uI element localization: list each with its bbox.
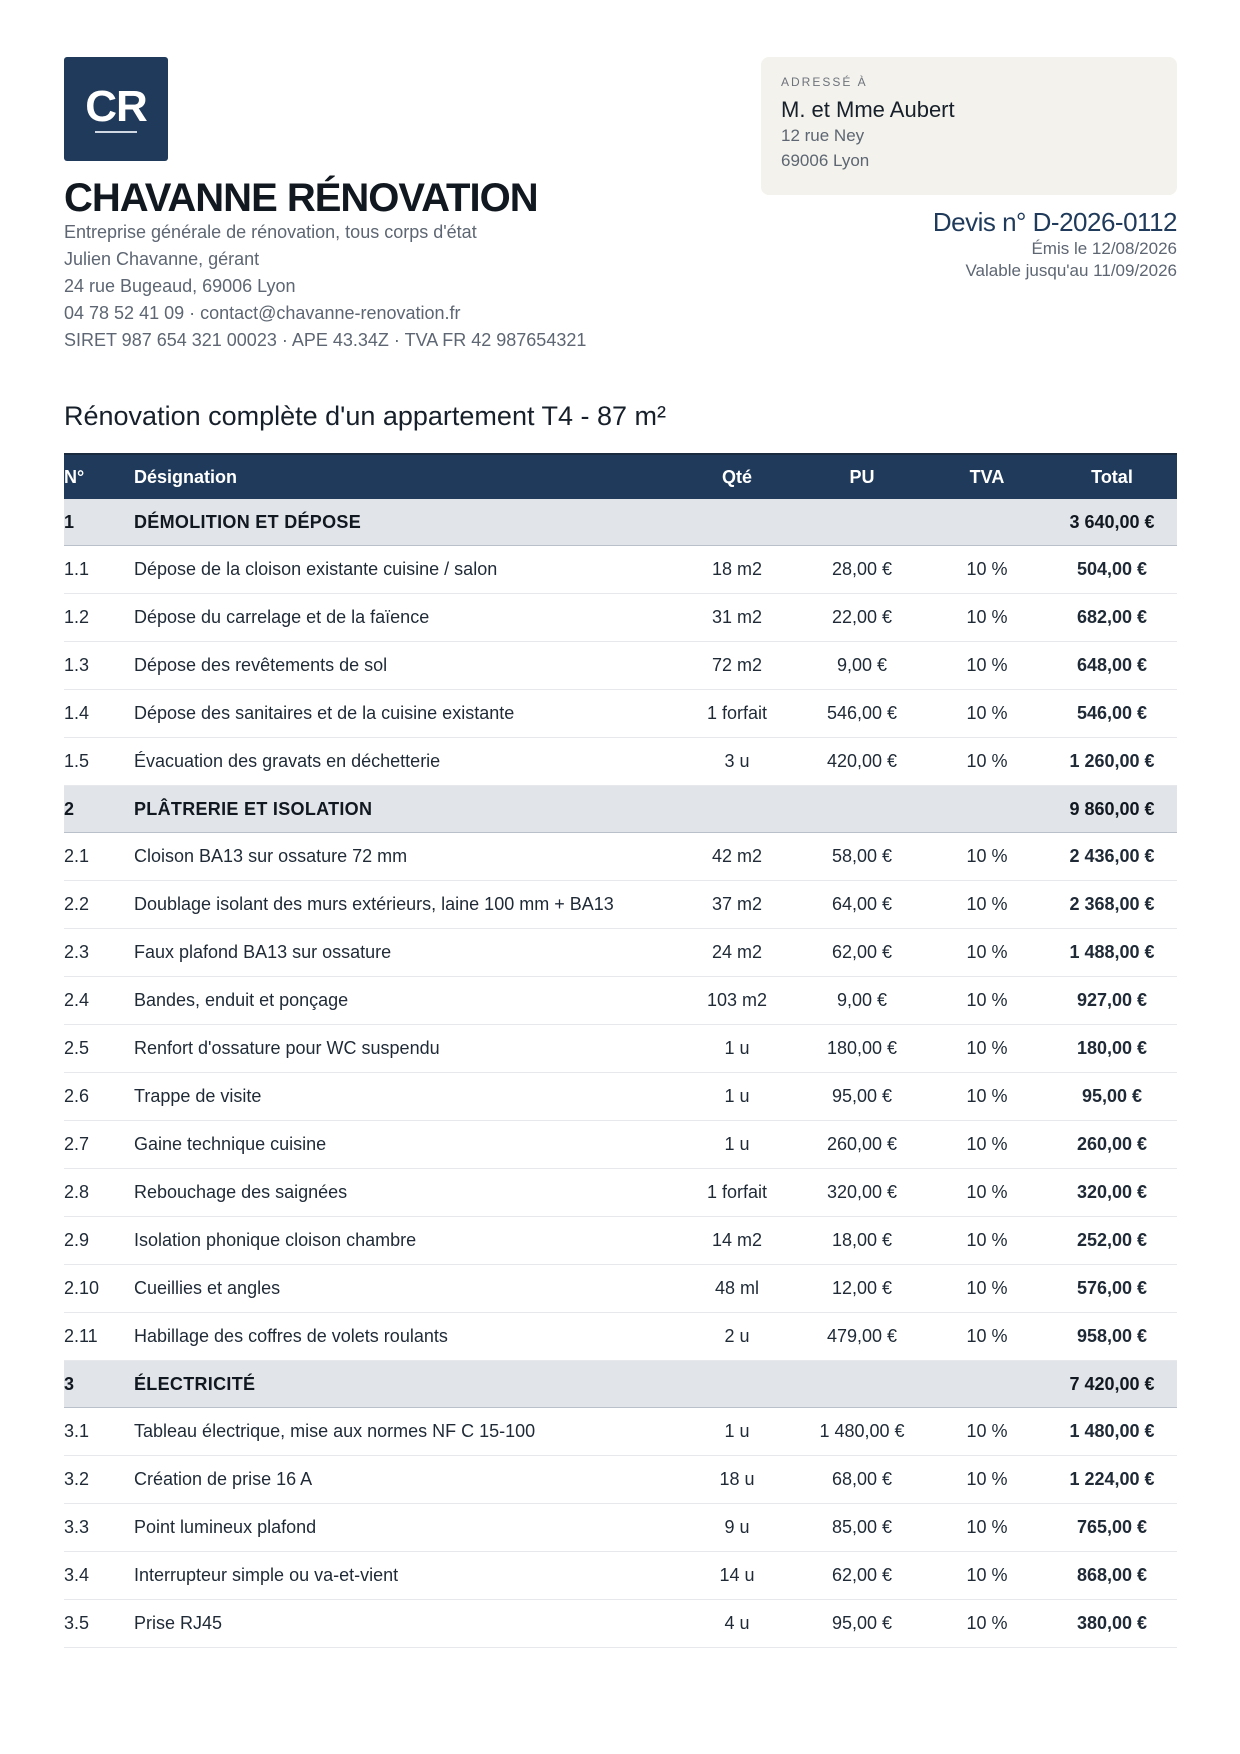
item-designation: Prise RJ45: [134, 1600, 677, 1648]
header-qty: Qté: [677, 454, 797, 499]
table-row: [64, 1265, 1177, 1313]
item-total: 1 260,00 €: [1047, 738, 1177, 786]
company-logo: [64, 57, 168, 161]
item-unit-price: 479,00 €: [797, 1313, 927, 1361]
logo-initials: CR: [85, 82, 147, 131]
table-row: [64, 1169, 1177, 1217]
item-unit-price: 180,00 €: [797, 1025, 927, 1073]
item-vat-rate: 10 %: [927, 1504, 1047, 1552]
item-vat-rate: 10 %: [927, 1456, 1047, 1504]
table-row: [64, 1073, 1177, 1121]
item-number: 3.5: [64, 1600, 134, 1648]
company-details: [64, 219, 586, 354]
table-row: [64, 738, 1177, 786]
table-row: [64, 1217, 1177, 1265]
section-title: DÉMOLITION ET DÉPOSE: [134, 499, 677, 546]
item-vat-rate: 10 %: [927, 1073, 1047, 1121]
section-row: [64, 1361, 1177, 1408]
item-number: 2.2: [64, 881, 134, 929]
item-total: 2 436,00 €: [1047, 833, 1177, 881]
item-quantity: 1 u: [677, 1408, 797, 1456]
item-total: 380,00 €: [1047, 1600, 1177, 1648]
item-number: 3.4: [64, 1552, 134, 1600]
recipient-city: 69006 Lyon: [781, 151, 870, 170]
item-quantity: 14 m2: [677, 1217, 797, 1265]
table-row: [64, 1025, 1177, 1073]
item-designation: Création de prise 16 A: [134, 1456, 677, 1504]
quote-issued-date: Émis le 12/08/2026: [1031, 239, 1177, 258]
company-manager: Julien Chavanne, gérant: [64, 249, 260, 269]
item-unit-price: 420,00 €: [797, 738, 927, 786]
item-number: 1.1: [64, 546, 134, 594]
item-vat-rate: 10 %: [927, 881, 1047, 929]
item-quantity: 9 u: [677, 1504, 797, 1552]
item-unit-price: 95,00 €: [797, 1600, 927, 1648]
item-quantity: 37 m2: [677, 881, 797, 929]
header-pu: PU: [797, 454, 927, 499]
section-total: 3 640,00 €: [1047, 499, 1177, 546]
item-designation: Évacuation des gravats en déchetterie: [134, 738, 677, 786]
section-empty-cell: [797, 499, 927, 546]
header-no: N°: [64, 454, 134, 499]
item-unit-price: 320,00 €: [797, 1169, 927, 1217]
company-address: 24 rue Bugeaud, 69006 Lyon: [64, 276, 296, 296]
table-row: [64, 1456, 1177, 1504]
quote-number: Devis n° D-2026-0112: [932, 207, 1177, 237]
item-quantity: 103 m2: [677, 977, 797, 1025]
section-empty-cell: [677, 1361, 797, 1408]
item-number: 2.6: [64, 1073, 134, 1121]
item-designation: Renfort d'ossature pour WC suspendu: [134, 1025, 677, 1073]
item-vat-rate: 10 %: [927, 1265, 1047, 1313]
section-number: 2: [64, 786, 134, 833]
table-row: [64, 594, 1177, 642]
item-number: 1.2: [64, 594, 134, 642]
item-total: 648,00 €: [1047, 642, 1177, 690]
section-row: [64, 786, 1177, 833]
item-quantity: 1 forfait: [677, 1169, 797, 1217]
item-number: 2.3: [64, 929, 134, 977]
table-row: [64, 1504, 1177, 1552]
item-vat-rate: 10 %: [927, 977, 1047, 1025]
item-quantity: 31 m2: [677, 594, 797, 642]
item-unit-price: 68,00 €: [797, 1456, 927, 1504]
item-total: 1 480,00 €: [1047, 1408, 1177, 1456]
item-total: 927,00 €: [1047, 977, 1177, 1025]
item-quantity: 3 u: [677, 738, 797, 786]
item-total: 320,00 €: [1047, 1169, 1177, 1217]
header-tva: TVA: [927, 454, 1047, 499]
section-number: 3: [64, 1361, 134, 1408]
table-row: [64, 1600, 1177, 1648]
company-contact: 04 78 52 41 09 · contact@chavanne-renovation.fr: [64, 303, 461, 323]
section-empty-cell: [797, 1361, 927, 1408]
item-unit-price: 22,00 €: [797, 594, 927, 642]
item-quantity: 18 m2: [677, 546, 797, 594]
table-row: [64, 1121, 1177, 1169]
item-designation: Habillage des coffres de volets roulants: [134, 1313, 677, 1361]
item-number: 3.3: [64, 1504, 134, 1552]
company-name: CHAVANNE RÉNOVATION: [64, 176, 538, 220]
item-vat-rate: 10 %: [927, 1169, 1047, 1217]
item-unit-price: 58,00 €: [797, 833, 927, 881]
item-designation: Dépose des sanitaires et de la cuisine existante: [134, 690, 677, 738]
section-empty-cell: [797, 786, 927, 833]
item-designation: Dépose des revêtements de sol: [134, 642, 677, 690]
item-total: 576,00 €: [1047, 1265, 1177, 1313]
item-unit-price: 28,00 €: [797, 546, 927, 594]
table-row: [64, 929, 1177, 977]
company-legal: SIRET 987 654 321 00023 · APE 43.34Z · TVA FR 42 987654321: [64, 330, 587, 350]
company-tagline: Entreprise générale de rénovation, tous corps d'état: [64, 222, 477, 242]
item-designation: Doublage isolant des murs extérieurs, laine 100 mm + BA13: [134, 881, 677, 929]
item-number: 2.11: [64, 1313, 134, 1361]
table-row: [64, 546, 1177, 594]
item-total: 682,00 €: [1047, 594, 1177, 642]
item-vat-rate: 10 %: [927, 642, 1047, 690]
item-total: 1 224,00 €: [1047, 1456, 1177, 1504]
item-unit-price: 64,00 €: [797, 881, 927, 929]
section-empty-cell: [927, 1361, 1047, 1408]
table-row: [64, 1408, 1177, 1456]
quote-meta: [933, 207, 1177, 282]
item-total: 546,00 €: [1047, 690, 1177, 738]
item-unit-price: 12,00 €: [797, 1265, 927, 1313]
item-quantity: 24 m2: [677, 929, 797, 977]
item-vat-rate: 10 %: [927, 546, 1047, 594]
section-empty-cell: [677, 499, 797, 546]
table-row: [64, 833, 1177, 881]
item-designation: Rebouchage des saignées: [134, 1169, 677, 1217]
table-row: [64, 1313, 1177, 1361]
item-vat-rate: 10 %: [927, 690, 1047, 738]
item-unit-price: 62,00 €: [797, 1552, 927, 1600]
item-designation: Faux plafond BA13 sur ossature: [134, 929, 677, 977]
item-unit-price: 62,00 €: [797, 929, 927, 977]
item-quantity: 48 ml: [677, 1265, 797, 1313]
item-total: 1 488,00 €: [1047, 929, 1177, 977]
item-number: 1.4: [64, 690, 134, 738]
header-designation: Désignation: [134, 454, 677, 499]
item-total: 2 368,00 €: [1047, 881, 1177, 929]
project-title: Rénovation complète d'un appartement T4 - 87 m²: [64, 401, 666, 431]
item-vat-rate: 10 %: [927, 1552, 1047, 1600]
item-designation: Point lumineux plafond: [134, 1504, 677, 1552]
item-quantity: 18 u: [677, 1456, 797, 1504]
item-vat-rate: 10 %: [927, 1313, 1047, 1361]
item-total: 765,00 €: [1047, 1504, 1177, 1552]
section-total: 9 860,00 €: [1047, 786, 1177, 833]
item-designation: Dépose du carrelage et de la faïence: [134, 594, 677, 642]
item-designation: Cloison BA13 sur ossature 72 mm: [134, 833, 677, 881]
item-designation: Dépose de la cloison existante cuisine / salon: [134, 546, 677, 594]
quote-valid-until: Valable jusqu'au 11/09/2026: [965, 261, 1177, 280]
item-number: 1.5: [64, 738, 134, 786]
table-body: [64, 499, 1177, 1648]
item-designation: Cueillies et angles: [134, 1265, 677, 1313]
section-empty-cell: [677, 786, 797, 833]
item-vat-rate: 10 %: [927, 1408, 1047, 1456]
item-total: 180,00 €: [1047, 1025, 1177, 1073]
logo-underline: [95, 131, 137, 133]
section-number: 1: [64, 499, 134, 546]
item-total: 95,00 €: [1047, 1073, 1177, 1121]
item-designation: Trappe de visite: [134, 1073, 677, 1121]
item-unit-price: 546,00 €: [797, 690, 927, 738]
recipient-street: 12 rue Ney: [781, 126, 865, 145]
item-vat-rate: 10 %: [927, 1025, 1047, 1073]
item-vat-rate: 10 %: [927, 833, 1047, 881]
item-quantity: 2 u: [677, 1313, 797, 1361]
item-quantity: 1 u: [677, 1073, 797, 1121]
table-row: [64, 1552, 1177, 1600]
table-row: [64, 977, 1177, 1025]
table-row: [64, 642, 1177, 690]
item-total: 868,00 €: [1047, 1552, 1177, 1600]
item-quantity: 14 u: [677, 1552, 797, 1600]
recipient-box: [761, 57, 1177, 195]
item-vat-rate: 10 %: [927, 1121, 1047, 1169]
table-row: [64, 690, 1177, 738]
item-quantity: 1 u: [677, 1025, 797, 1073]
item-number: 1.3: [64, 642, 134, 690]
item-unit-price: 9,00 €: [797, 642, 927, 690]
item-vat-rate: 10 %: [927, 594, 1047, 642]
item-designation: Isolation phonique cloison chambre: [134, 1217, 677, 1265]
item-number: 2.7: [64, 1121, 134, 1169]
item-unit-price: 85,00 €: [797, 1504, 927, 1552]
item-number: 3.1: [64, 1408, 134, 1456]
item-unit-price: 18,00 €: [797, 1217, 927, 1265]
header-total: Total: [1047, 454, 1177, 499]
item-vat-rate: 10 %: [927, 1600, 1047, 1648]
section-title: PLÂTRERIE ET ISOLATION: [134, 786, 677, 833]
item-total: 252,00 €: [1047, 1217, 1177, 1265]
table-header-row: [64, 454, 1177, 499]
item-number: 2.10: [64, 1265, 134, 1313]
section-row: [64, 499, 1177, 546]
item-number: 2.5: [64, 1025, 134, 1073]
section-empty-cell: [927, 499, 1047, 546]
item-number: 2.1: [64, 833, 134, 881]
section-total: 7 420,00 €: [1047, 1361, 1177, 1408]
item-designation: Tableau électrique, mise aux normes NF C 15-100: [134, 1408, 677, 1456]
item-unit-price: 95,00 €: [797, 1073, 927, 1121]
item-total: 958,00 €: [1047, 1313, 1177, 1361]
table-row: [64, 881, 1177, 929]
item-vat-rate: 10 %: [927, 738, 1047, 786]
item-quantity: 4 u: [677, 1600, 797, 1648]
item-unit-price: 260,00 €: [797, 1121, 927, 1169]
quote-items-table: [64, 453, 1177, 1648]
item-number: 2.4: [64, 977, 134, 1025]
item-number: 2.8: [64, 1169, 134, 1217]
item-quantity: 72 m2: [677, 642, 797, 690]
item-quantity: 1 u: [677, 1121, 797, 1169]
item-designation: Interrupteur simple ou va-et-vient: [134, 1552, 677, 1600]
recipient-name: M. et Mme Aubert: [781, 97, 955, 122]
item-unit-price: 9,00 €: [797, 977, 927, 1025]
item-quantity: 1 forfait: [677, 690, 797, 738]
item-number: 2.9: [64, 1217, 134, 1265]
item-unit-price: 1 480,00 €: [797, 1408, 927, 1456]
item-total: 260,00 €: [1047, 1121, 1177, 1169]
item-vat-rate: 10 %: [927, 929, 1047, 977]
section-empty-cell: [927, 786, 1047, 833]
recipient-caption: ADRESSÉ À: [781, 75, 868, 89]
item-designation: Bandes, enduit et ponçage: [134, 977, 677, 1025]
item-quantity: 42 m2: [677, 833, 797, 881]
item-number: 3.2: [64, 1456, 134, 1504]
item-designation: Gaine technique cuisine: [134, 1121, 677, 1169]
section-title: ÉLECTRICITÉ: [134, 1361, 677, 1408]
item-total: 504,00 €: [1047, 546, 1177, 594]
item-vat-rate: 10 %: [927, 1217, 1047, 1265]
